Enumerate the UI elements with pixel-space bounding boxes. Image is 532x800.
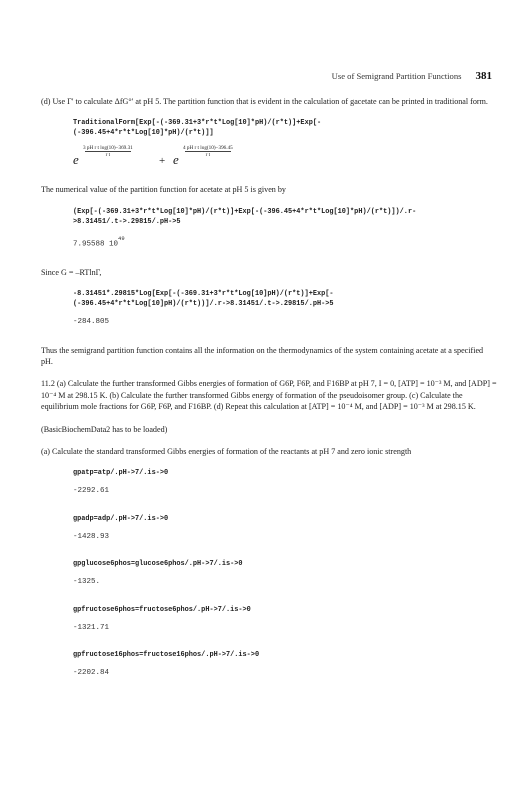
- numerical-value-text: The numerical value of the partition function for acetate at pH 5 is given by: [41, 185, 286, 195]
- exp-base-1: e: [73, 152, 79, 168]
- data-loaded-note: (BasicBiochemData2 has to be loaded): [41, 424, 168, 434]
- calc-code: gpfructose6phos=fructose6phos/.pH->7/.is->0: [73, 605, 251, 614]
- calc-output: -2292.61: [73, 487, 110, 496]
- calc-block: [41, 605, 497, 634]
- part-a-text: (a) Calculate the standard transformed Gibbs energies of formation of the reactants at pH 7 and zero ionic strength: [41, 446, 412, 456]
- plus-sign: +: [159, 155, 166, 168]
- code-line: -8.31451*.29815*Log[Exp[-(-369.31+3*r*t*Log[10]pH)/(r*t)]+Exp[-: [73, 290, 334, 299]
- code-line: (-396.45+4*r*t*Log[10]pH)/(r*t))]/.r->8.31451/.t->.29815/.pH->5: [73, 300, 334, 309]
- calc-output: -2202.84: [73, 669, 110, 677]
- page-content: [41, 96, 497, 695]
- page-number: 381: [475, 70, 492, 82]
- calc-block: [41, 514, 497, 543]
- running-header: [332, 70, 492, 82]
- calc-output: -1321.71: [73, 623, 110, 632]
- exponent-numerator-2: 4 pH r t log(10)−396.45: [183, 145, 233, 152]
- calc-block: [41, 559, 497, 588]
- code-numerical-value: [73, 207, 497, 227]
- exp-base-2: e: [173, 152, 179, 168]
- header-title: Use of Semigrand Partition Functions: [331, 71, 462, 81]
- exponent-denominator-2: r t: [205, 152, 211, 159]
- calc-block: [41, 650, 497, 679]
- calc-block: [41, 468, 497, 497]
- calc-code: gpadp=adp/.pH->7/.is->0: [73, 514, 169, 523]
- exponent-fraction-2: [183, 145, 233, 158]
- code-gibbs-energy: [73, 289, 497, 309]
- partition-function-formula: [73, 142, 497, 172]
- code-line: (Exp[-(-369.31+3*r*t*Log[10]*pH)/(r*t)]+Exp[-(-396.45+4*r*t*Log[10]*pH)/(r*t)])/.r-: [73, 207, 417, 216]
- exponent-numerator-1: 3 pH r t log(10)−369.31: [83, 145, 133, 152]
- calc-code: gpatp=atp/.pH->7/.is->0: [73, 469, 169, 478]
- conclusion-text: Thus the semigrand partition function contains all the information on the thermodynamics of the system containing acetate at a specified pH.: [41, 345, 484, 366]
- problem-11-2-text: 11.2 (a) Calculate the further transformed Gibbs energies of formation of G6P, F6P, and F16BP at pH 7, I = 0, [ATP] = 10⁻³ M, and [ADP] = 10⁻⁴ M at 298.15 K. (b) Calculate the further transformed Gibbs energy of formation of the pseudoisomer group. (c) Calculate the equilibrium mole fractions for G6P, F6P, and F16BP. (d) Repeat this calculation at [ATP] = 10⁻⁴ M, and [ADP] = 10⁻³ M at 298.15 K.: [41, 379, 497, 412]
- output-partition-value: [73, 235, 497, 251]
- part-d-intro: (d) Use Γ′ to calculate ΔfG°′ at pH 5. The partition function that is evident in the calculation of gacetate can be printed in traditional form.: [41, 97, 488, 106]
- exponent-denominator-1: r t: [105, 152, 111, 159]
- calc-code: gpfructose16phos=fructose16phos/.pH->7/.is->0: [73, 651, 260, 659]
- code-line: >8.31451/.t->.29815/.pH->5: [73, 217, 181, 226]
- code-line: TraditionalForm[Exp[-(-369.31+3*r*t*Log[10]*pH)/(r*t)]+Exp[-: [73, 119, 322, 128]
- output-mantissa: 7.95588 10: [73, 240, 119, 249]
- since-text: Since G = –RTlnΓ,: [41, 267, 102, 277]
- code-traditional-form: [73, 118, 497, 138]
- code-line: (-396.45+4*r*t*Log[10]*pH)/(r*t)]]: [73, 129, 214, 138]
- calc-code: gpglucose6phos=glucose6phos/.pH->7/.is->0: [73, 560, 243, 569]
- calc-output: -1428.93: [73, 532, 110, 541]
- calc-output: -1325.: [73, 578, 101, 587]
- output-exponent: 49: [118, 234, 125, 242]
- output-gibbs-energy: -284.805: [73, 318, 110, 327]
- exponent-fraction-1: [83, 145, 133, 158]
